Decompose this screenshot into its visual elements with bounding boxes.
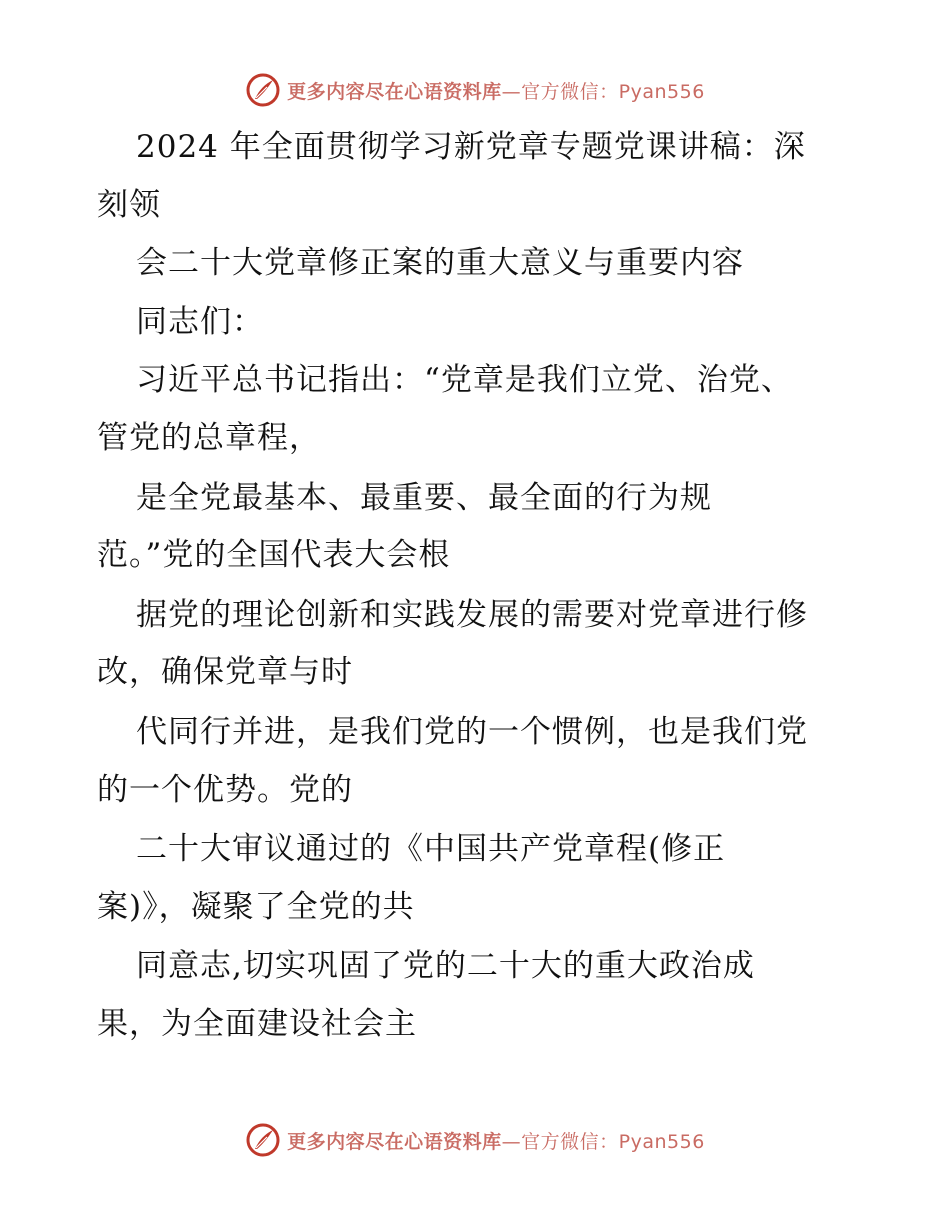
document-line: 管党的总章程，: [97, 420, 321, 456]
quill-logo-icon: [245, 1122, 281, 1158]
banner-separator: —: [501, 1130, 522, 1153]
document-line: 果，为全面建设社会主: [97, 1006, 417, 1042]
footer-banner: [0, 1120, 950, 1160]
banner-tail: 官方微信：Pyan556: [521, 1130, 705, 1153]
document-line: 习近平总书记指出：“党章是我们立党、治党、: [136, 362, 793, 398]
document-line: 范。”党的全国代表大会根: [97, 537, 451, 573]
document-line: 会二十大党章修正案的重大意义与重要内容: [136, 245, 744, 281]
banner-title: 更多内容尽在心语资料库: [287, 80, 502, 103]
banner-separator: —: [501, 80, 522, 103]
document-line: 改，确保党章与时: [97, 654, 353, 690]
banner-tail: 官方微信：Pyan556: [521, 80, 705, 103]
document-line: 二十大审议通过的《中国共产党章程(修正: [136, 831, 726, 867]
document-line: 案)》，凝聚了全党的共: [97, 889, 415, 925]
document-line: 同志们：: [136, 304, 264, 340]
banner-text: [287, 1127, 705, 1154]
document-line: 的一个优势。党的: [97, 772, 353, 808]
document-line: 2024 年全面贯彻学习新党章专题党课讲稿：深: [136, 129, 806, 165]
document-line: 代同行并进，是我们党的一个惯例，也是我们党: [136, 714, 808, 750]
document-line: 是全党最基本、最重要、最全面的行为规: [136, 480, 712, 516]
document-line: 据党的理论创新和实践发展的需要对党章进行修: [136, 597, 808, 633]
banner-title: 更多内容尽在心语资料库: [287, 1130, 502, 1153]
document-line: 刻领: [97, 187, 161, 223]
document-line: 同意志,切实巩固了党的二十大的重大政治成: [136, 948, 755, 984]
